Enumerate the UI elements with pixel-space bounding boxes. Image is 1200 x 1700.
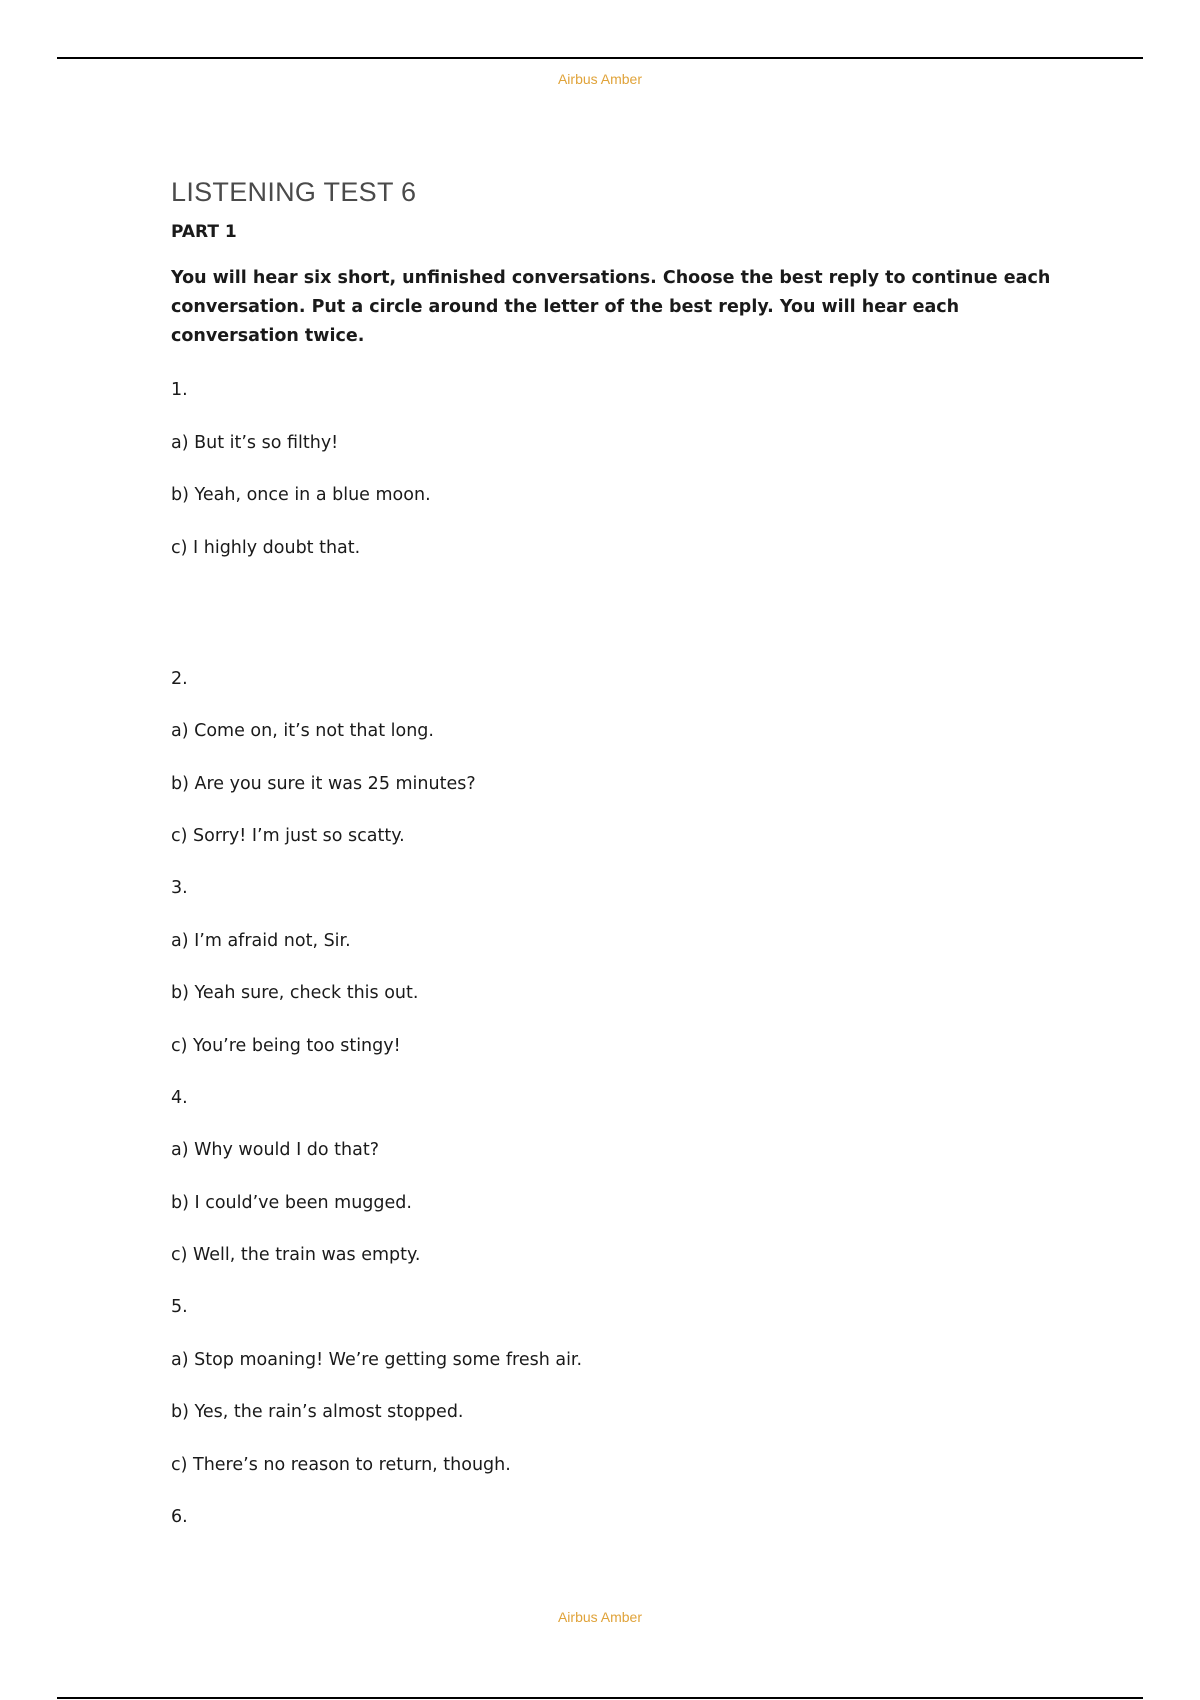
answer-option-c: c) Sorry! I’m just so scatty. (171, 826, 405, 846)
question-number: 3. (171, 878, 188, 898)
answer-option-c: c) There’s no reason to return, though. (171, 1454, 511, 1475)
question-number: 2. (171, 668, 188, 689)
answer-option-a: a) Why would I do that? (171, 1140, 380, 1160)
answer-option-a: a) Stop moaning! We’re getting some fresh air. (171, 1349, 583, 1370)
question-2 (171, 666, 1071, 850)
document-body (171, 172, 1071, 1530)
question-number: 5. (171, 1297, 188, 1317)
answer-option-a: a) Come on, it’s not that long. (171, 721, 434, 741)
answer-option-c: c) You’re being too stingy! (171, 1035, 401, 1056)
answer-option-c: c) I highly doubt that. (171, 537, 361, 558)
question-number: 1. (171, 380, 188, 400)
footer-rule (57, 1697, 1143, 1699)
instructions-text: You will hear six short, unfinished conversations. Choose the best reply to continue each conversation. Put a circle around the letter of the best reply. You will hear each conversation twice. (171, 268, 1051, 346)
footer-classification-label: Airbus Amber (557, 1609, 643, 1625)
answer-option-b: b) Are you sure it was 25 minutes? (171, 773, 476, 794)
answer-option-b: b) I could’ve been mugged. (171, 1192, 412, 1213)
question-4 (171, 1085, 1071, 1269)
question-3 (171, 875, 1071, 1059)
answer-option-b: b) Yeah sure, check this out. (171, 983, 419, 1003)
answer-option-a: a) I’m afraid not, Sir. (171, 930, 351, 951)
header-classification-label: Airbus Amber (557, 71, 643, 87)
question-number: 4. (171, 1087, 188, 1108)
header-rule (57, 57, 1143, 59)
question-number: 6. (171, 1506, 188, 1527)
document-title: LISTENING TEST 6 (171, 177, 417, 207)
question-1 (171, 377, 1071, 561)
answer-option-b: b) Yeah, once in a blue moon. (171, 485, 431, 505)
question-6 (171, 1504, 1071, 1530)
answer-option-a: a) But it’s so filthy! (171, 432, 339, 453)
blank-space (171, 561, 1071, 640)
question-5 (171, 1294, 1071, 1478)
answer-option-b: b) Yes, the rain’s almost stopped. (171, 1402, 464, 1422)
answer-option-c: c) Well, the train was empty. (171, 1245, 421, 1265)
part-heading: PART 1 (171, 222, 237, 242)
